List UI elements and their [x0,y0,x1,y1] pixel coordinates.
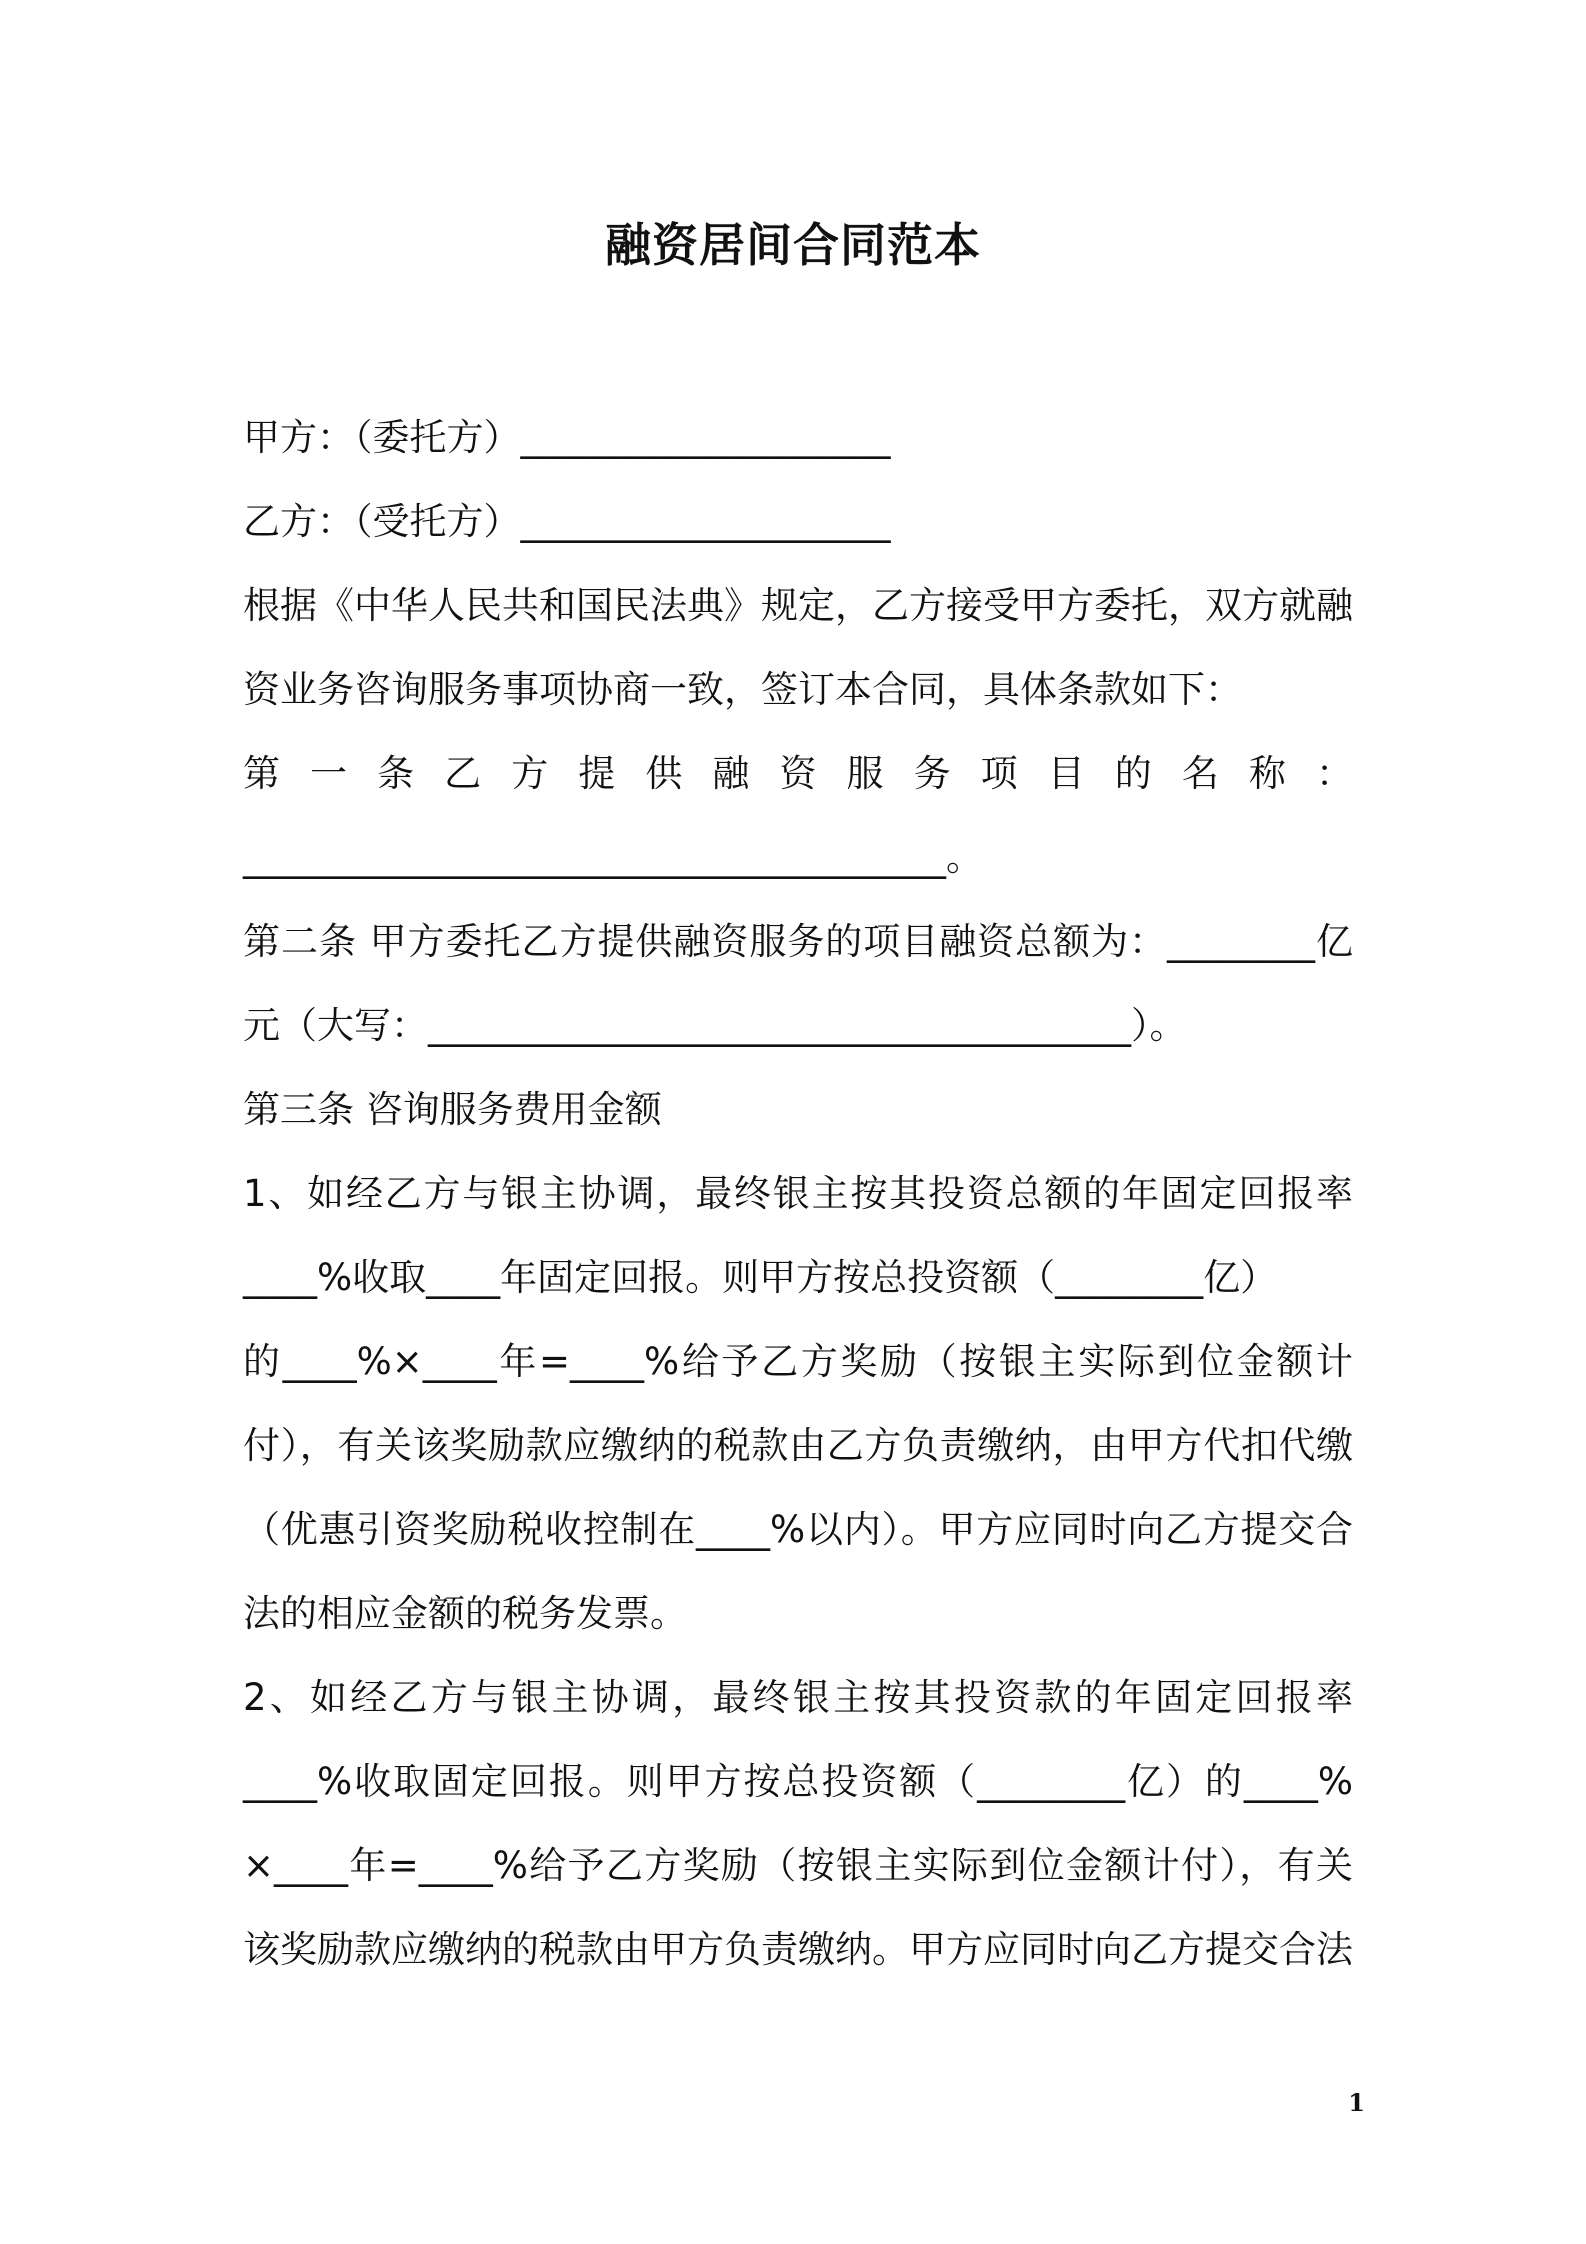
article-3-heading: 第三条 咨询服务费用金额 [243,1088,662,1131]
clause-2-line-1: 2、如经乙方与银主协调，最终银主按其投资款的年固定回报率 [243,1676,1353,1719]
party-b-line: 乙方：（受托方）____________________ [243,500,891,543]
preamble-line-1: 根据《中华人民共和国民法典》规定，乙方接受甲方委托，双方就融 [243,584,1353,627]
preamble-line-2: 资业务咨询服务事项协商一致，签订本合同，具体条款如下： [243,668,1242,711]
clause-2-line-2: ____%收取固定回报。则甲方按总投资额（________亿）的____% [243,1760,1353,1803]
article-2-line-2: 元（大写：______________________________________）。 [243,1004,1187,1047]
article-1-heading: 第 一 条 乙 方 提 供 融 资 服 务 项 目 的 名 称 ： [243,752,1353,795]
party-a-line: 甲方：（委托方）____________________ [243,416,891,459]
clause-2-line-4: 该奖励款应缴纳的税款由甲方负责缴纳。甲方应同时向乙方提交合法 [243,1928,1353,1971]
clause-2-line-3: ×____年=____%给予乙方奖励（按银主实际到位金额计付），有关 [243,1844,1353,1887]
page-number: 1 [1348,2088,1365,2117]
document-title: 融资居间合同范本 [605,218,981,272]
article-1-blank: ______________________________________。 [243,836,983,879]
clause-1-line-6: 法的相应金额的税务发票。 [243,1592,687,1635]
clause-1-line-2: ____%收取____年固定回报。则甲方按总投资额（________亿） [243,1256,1278,1299]
clause-1-line-1: 1、如经乙方与银主协调，最终银主按其投资总额的年固定回报率 [243,1172,1353,1215]
clause-1-line-3: 的____%×____年=____%给予乙方奖励（按银主实际到位金额计 [243,1340,1353,1383]
clause-1-line-5: （优惠引资奖励税收控制在____%以内）。甲方应同时向乙方提交合 [243,1508,1353,1551]
article-2-line-1: 第二条 甲方委托乙方提供融资服务的项目融资总额为：________亿 [243,920,1353,963]
clause-1-line-4: 付），有关该奖励款应缴纳的税款由乙方负责缴纳，由甲方代扣代缴 [243,1424,1353,1467]
